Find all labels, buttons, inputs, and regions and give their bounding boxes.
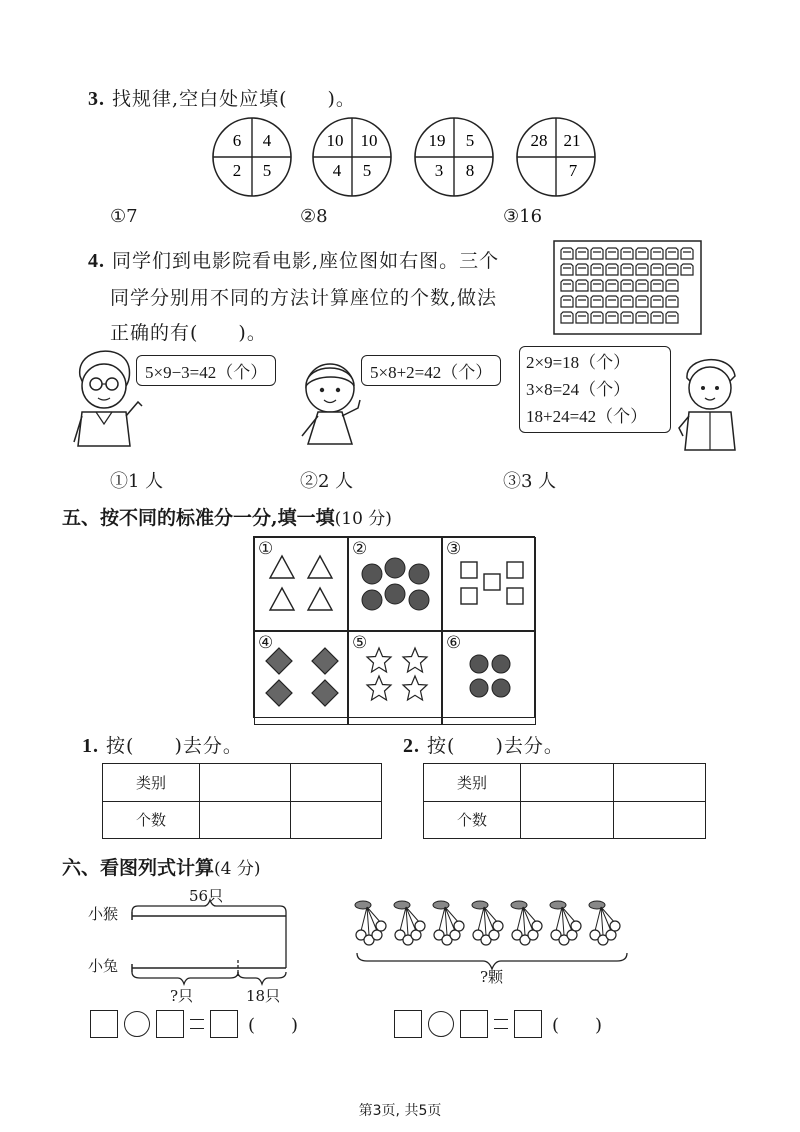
table1-label-category: 类别 <box>103 764 200 802</box>
circle-1 <box>213 118 291 196</box>
table1-cell[interactable] <box>291 801 382 839</box>
speech-bubble-3 <box>519 346 671 433</box>
seat-icon <box>666 264 678 275</box>
seat-icon <box>666 296 678 307</box>
section-5-heading <box>62 503 392 530</box>
unit-paren[interactable]: ( ) <box>552 1015 603 1036</box>
part-label: 18只 <box>246 987 281 1005</box>
q3-prompt <box>88 84 356 111</box>
seat-icon <box>591 296 603 307</box>
equation-row-1 <box>90 1010 298 1038</box>
seat-icon <box>636 312 648 323</box>
seat-icon <box>621 280 633 291</box>
cell-1-label: ① <box>258 539 274 559</box>
circle-4-tr: 21 <box>563 131 581 150</box>
seat-icon <box>621 264 633 275</box>
section-6-score: (4 分) <box>214 859 261 879</box>
cell-6-label: ⑥ <box>446 633 462 653</box>
equals-sign <box>494 1019 508 1029</box>
equation-row-2 <box>394 1010 602 1038</box>
q4-number: 4. <box>88 250 105 272</box>
table2-label-category: 类别 <box>424 764 521 802</box>
seat-icon <box>636 248 648 259</box>
seat-icon <box>606 280 618 291</box>
q3-number: 3. <box>88 88 105 110</box>
seat-icon <box>591 280 603 291</box>
seat-icon <box>651 264 663 275</box>
seat-icon <box>651 312 663 323</box>
q3-option-3[interactable]: ③16 <box>503 206 543 227</box>
q4-line-3: 正确的有( )。 <box>110 322 267 344</box>
circle-4 <box>517 118 595 196</box>
seat-icon <box>651 280 663 291</box>
bar-diagram <box>120 898 300 988</box>
circle-3-tl: 19 <box>428 131 446 150</box>
seat-map <box>553 240 703 336</box>
classify-table-1 <box>102 763 382 839</box>
sec5-sub1-text: 按( )去分。 <box>106 735 243 757</box>
seat-icon <box>621 248 633 259</box>
circle-2-bl: 4 <box>332 161 342 180</box>
answer-box[interactable] <box>394 1010 422 1038</box>
q3-text: 找规律,空白处应填( )。 <box>112 88 356 110</box>
bubble3-line-3: 18+24=42（个） <box>526 407 648 426</box>
q3-circles <box>0 108 800 208</box>
circle-3-bl: 3 <box>434 161 444 180</box>
section-6-heading <box>62 853 261 880</box>
seat-icon <box>591 312 603 323</box>
seat-icon <box>666 312 678 323</box>
bubble3-line-1: 2×9=18（个） <box>526 353 631 372</box>
seat-icon <box>591 248 603 259</box>
seat-icon <box>606 312 618 323</box>
seat-icon <box>576 312 588 323</box>
sec5-sub2-prompt <box>403 731 564 758</box>
seat-grid <box>561 248 693 323</box>
table1-cell[interactable] <box>200 801 291 839</box>
sec5-sub1-prompt <box>82 731 243 758</box>
unknown-label: ?只 <box>170 987 194 1005</box>
classify-table-2 <box>423 763 706 839</box>
answer-box[interactable] <box>90 1010 118 1038</box>
cherry-bunch-icon <box>589 901 620 945</box>
seat-icon <box>636 264 648 275</box>
bubble3-line-2: 3×8=24（个） <box>526 380 631 399</box>
table1-label-count: 个数 <box>103 801 200 839</box>
cell-3-label: ③ <box>446 539 462 559</box>
table2-cell[interactable] <box>613 764 706 802</box>
cell-2 <box>348 537 442 631</box>
seat-icon <box>561 312 573 323</box>
seat-icon <box>621 296 633 307</box>
cell-4 <box>254 631 348 725</box>
page-footer: 第3页, 共5页 <box>358 1103 442 1119</box>
circle-2 <box>313 118 391 196</box>
cell-1 <box>254 537 348 631</box>
q4-line-2: 同学分别用不同的方法计算座位的个数,做法 <box>110 287 498 309</box>
circle-4-br: 7 <box>568 161 578 180</box>
cherry-label: ?颗 <box>480 968 504 986</box>
circle-1-bl: 2 <box>232 161 242 180</box>
section-6-title: 六、看图列式计算 <box>62 857 215 879</box>
table2-cell[interactable] <box>521 801 614 839</box>
circle-1-br: 5 <box>262 161 272 180</box>
sec5-sub1-number: 1. <box>82 735 99 757</box>
cherry-bunch-icon <box>433 901 464 945</box>
circle-3-br: 8 <box>465 161 475 180</box>
seat-icon <box>606 296 618 307</box>
speech-bubble-2: 5×8+2=42（个） <box>361 355 501 386</box>
table2-cell[interactable] <box>613 801 706 839</box>
circle-1-tl: 6 <box>232 131 242 150</box>
cherry-bunch-icon <box>550 901 581 945</box>
q4-option-2[interactable]: ②2 人 <box>300 471 354 492</box>
operator-circle[interactable] <box>124 1011 150 1037</box>
boy-figure <box>675 352 745 457</box>
circle-1-tr: 4 <box>262 131 272 150</box>
table1-cell[interactable] <box>200 764 291 802</box>
operator-circle[interactable] <box>428 1011 454 1037</box>
cherry-bunches <box>345 895 645 975</box>
seat-icon <box>636 296 648 307</box>
circle-3 <box>415 118 493 196</box>
seat-icon <box>636 280 648 291</box>
cherry-bunch-icon <box>394 901 425 945</box>
seat-icon <box>666 280 678 291</box>
cherry-bunch-icon <box>355 901 386 945</box>
seat-icon <box>681 264 693 275</box>
answer-box[interactable] <box>460 1010 488 1038</box>
unit-paren[interactable]: ( ) <box>248 1015 299 1036</box>
cell-6 <box>442 631 536 725</box>
seat-icon <box>651 296 663 307</box>
q4-line-1 <box>88 246 499 273</box>
answer-box[interactable] <box>514 1010 542 1038</box>
seat-icon <box>576 248 588 259</box>
seat-icon <box>606 248 618 259</box>
speech-bubble-1: 5×9−3=42（个） <box>136 355 276 386</box>
seat-icon <box>681 248 693 259</box>
q4-option-3[interactable]: ③3 人 <box>503 471 557 492</box>
cherry-bunch-icon <box>511 901 542 945</box>
answer-box[interactable] <box>210 1010 238 1038</box>
cell-5 <box>348 631 442 725</box>
answer-box[interactable] <box>156 1010 184 1038</box>
seat-icon <box>621 312 633 323</box>
cell-3 <box>442 537 536 631</box>
table2-label-count: 个数 <box>424 801 521 839</box>
seat-icon <box>576 296 588 307</box>
circle-2-tr: 10 <box>360 131 378 150</box>
sec5-sub2-text: 按( )去分。 <box>427 735 564 757</box>
q3-option-1[interactable]: ①7 <box>110 206 138 227</box>
equals-sign <box>190 1019 204 1029</box>
cherry-bunch-icon <box>472 901 503 945</box>
seat-icon <box>666 248 678 259</box>
table1-cell[interactable] <box>291 764 382 802</box>
seat-icon <box>561 296 573 307</box>
monkey-label: 小猴 <box>88 905 119 923</box>
rabbit-label: 小兔 <box>88 957 119 975</box>
seat-icon <box>561 280 573 291</box>
table2-cell[interactable] <box>521 764 614 802</box>
seat-icon <box>591 264 603 275</box>
circle-2-tl: 10 <box>326 131 344 150</box>
seat-icon <box>651 248 663 259</box>
cell-4-label: ④ <box>258 633 274 653</box>
seat-icon <box>576 264 588 275</box>
total-label: 56只 <box>189 887 224 905</box>
sec5-sub2-number: 2. <box>403 735 420 757</box>
q4-text-1: 同学们到电影院看电影,座位图如右图。三个 <box>112 250 500 272</box>
q3-option-2[interactable]: ②8 <box>300 206 328 227</box>
cell-2-label: ② <box>352 539 368 559</box>
seat-icon <box>561 248 573 259</box>
section-5-title: 五、按不同的标准分一分,填一填 <box>62 507 335 529</box>
cell-5-label: ⑤ <box>352 633 368 653</box>
shape-grid <box>253 536 535 718</box>
circle-3-tr: 5 <box>465 131 475 150</box>
seat-icon <box>606 264 618 275</box>
circle-4-tl: 28 <box>530 131 548 150</box>
girl-figure <box>290 352 370 452</box>
seat-icon <box>576 280 588 291</box>
q4-option-1[interactable]: ①1 人 <box>110 471 164 492</box>
circle-2-br: 5 <box>362 161 372 180</box>
boy-with-glasses-figure <box>66 346 146 456</box>
seat-icon <box>561 264 573 275</box>
section-5-score: (10 分) <box>334 509 392 529</box>
